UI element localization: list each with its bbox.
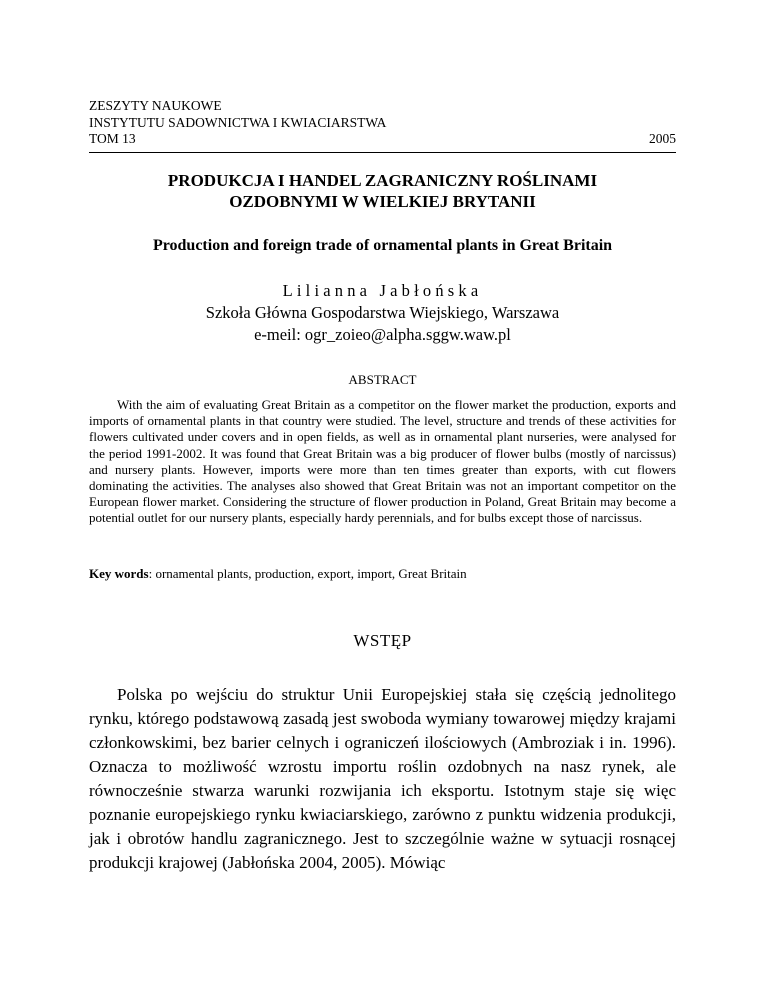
keywords-label: Key words xyxy=(89,566,149,581)
section-heading: WSTĘP xyxy=(353,631,412,650)
author-email: e-meil: ogr_zoieo@alpha.sggw.waw.pl xyxy=(254,325,511,344)
journal-year: 2005 xyxy=(649,131,676,146)
author-affiliation: Szkoła Główna Gospodarstwa Wiejskiego, Warszawa xyxy=(205,303,560,322)
author-block xyxy=(89,280,676,346)
abstract-text: With the aim of evaluating Great Britain as a competitor on the flower market the production, exports and imports of ornamental plants in that country were studied. The level, structure and trends of these activities for flowers cultivated under covers and in open fields, as well as in ornamental plant nurseries, were analysed for the period 1991-2002. It was found that Great Britain was a big producer of flower bulbs (mostly of narcissus) and nursery plants. However, imports were more than ten times greater than exports, with cut flowers dominating the activities. The analyses also showed that Great Britain was not an important competitor on the European flower market. Considering the structure of flower production in Poland, Great Britain may become a potential outlet for our nursery plants, especially hardy perennials, and for bulbs except those of narcissus. xyxy=(89,397,676,526)
article-title-polish xyxy=(89,170,676,212)
journal-volume-row xyxy=(89,131,676,148)
title-line-2: OZDOBNYMI W WIELKIEJ BRYTANII xyxy=(229,192,536,211)
keywords-list: : ornamental plants, production, export, import, Great Britain xyxy=(148,566,467,581)
journal-name-line-1: ZESZYTY NAUKOWE xyxy=(89,98,222,113)
abstract-heading: ABSTRACT xyxy=(348,372,417,387)
author-name: Lilianna Jabłońska xyxy=(282,281,483,300)
journal-volume: TOM 13 xyxy=(89,131,136,146)
body-paragraph: Polska po wejściu do struktur Unii Europejskiej stała się częścią jednolitego rynku, którego podstawową zasadą jest swoboda wymiany towarowej między krajami członkowskimi, bez barier celnych i ograniczeń ilościowych (Ambroziak i in. 1996). Oznacza to możliwość wzrostu importu roślin ozdobnych na nasz rynek, ale równocześnie stwarza warunki rozwijania ich eksportu. Istotnym staje się więc poznanie europejskiego rynku kwiaciarskiego, zarówno z punktu widzenia produkcji, jak i obrotów handlu zagranicznego. Jest to szczególnie ważne w sytuacji rosnącej produkcji krajowej (Jabłońska 2004, 2005). Mówiąc xyxy=(89,685,676,872)
header-divider xyxy=(89,152,676,153)
journal-name-line-2: INSTYTUTU SADOWNICTWA I KWIACIARSTWA xyxy=(89,114,387,130)
article-title-english: Production and foreign trade of ornamental plants in Great Britain xyxy=(152,237,613,254)
journal-header xyxy=(89,98,676,148)
keywords xyxy=(89,566,676,582)
title-line-1: PRODUKCJA I HANDEL ZAGRANICZNY ROŚLINAMI xyxy=(167,171,598,190)
